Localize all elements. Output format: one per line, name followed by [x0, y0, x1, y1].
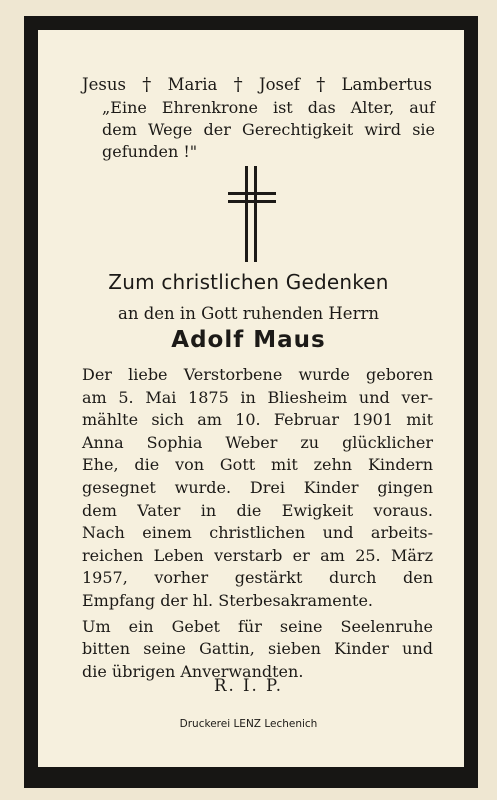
body-line: Um ein Gebet für seine Seelenruhe — [82, 616, 433, 636]
name-jesus: Jesus — [82, 75, 126, 94]
body-line: Anna Sophia Weber zu glücklicher — [82, 432, 433, 452]
quote-line: dem Wege der Gerechtigkeit wird sie — [102, 120, 435, 139]
body-line: die übrigen Anverwandten. — [82, 661, 304, 681]
quote-line: gefunden !" — [102, 142, 198, 161]
name-maria: Maria — [167, 75, 218, 94]
body-line: gesegnet wurde. Drei Kinder gingen — [82, 477, 433, 497]
page-title: Zum christlichen Gedenken — [108, 270, 389, 294]
double-cross-icon — [222, 166, 282, 262]
body-line: am 5. Mai 1875 in Bliesheim und ver- — [82, 387, 433, 407]
body-line: reichen Leben verstarb er am 25. März — [82, 545, 433, 565]
biography-text — [82, 364, 433, 683]
small-cross-icon: † — [142, 74, 152, 95]
body-line: Der liebe Verstorbene wurde geboren — [82, 365, 433, 384]
body-line: Empfang der hl. Sterbesakramente. — [82, 590, 374, 610]
rip-text: R. I. P. — [214, 676, 283, 695]
quote-line: „Eine Ehrenkrone ist das Alter, auf — [102, 98, 435, 117]
body-line: bitten seine Gattin, sieben Kinder und — [82, 639, 433, 659]
body-line: 1957, vorher gestärkt durch den — [82, 568, 433, 588]
deceased-name: Adolf Maus — [171, 327, 326, 353]
subtitle: an den in Gott ruhenden Herrn — [118, 304, 379, 323]
body-line: Ehe, die von Gott mit zehn Kindern — [82, 455, 433, 475]
names-line — [82, 74, 432, 96]
header-names — [82, 74, 432, 96]
small-cross-icon: † — [233, 74, 243, 95]
small-cross-icon: † — [316, 74, 326, 95]
printer-credit: Druckerei LENZ Lechenich — [179, 718, 318, 730]
body-line: mählte sich am 10. Februar 1901 mit — [82, 410, 433, 430]
name-lambertus: Lambertus — [341, 75, 432, 94]
body-line: Nach einem christlichen und arbeits- — [82, 523, 433, 543]
name-josef: Josef — [259, 75, 300, 94]
body-line: dem Vater in die Ewigkeit voraus. — [82, 500, 433, 520]
bible-quote — [102, 97, 435, 163]
